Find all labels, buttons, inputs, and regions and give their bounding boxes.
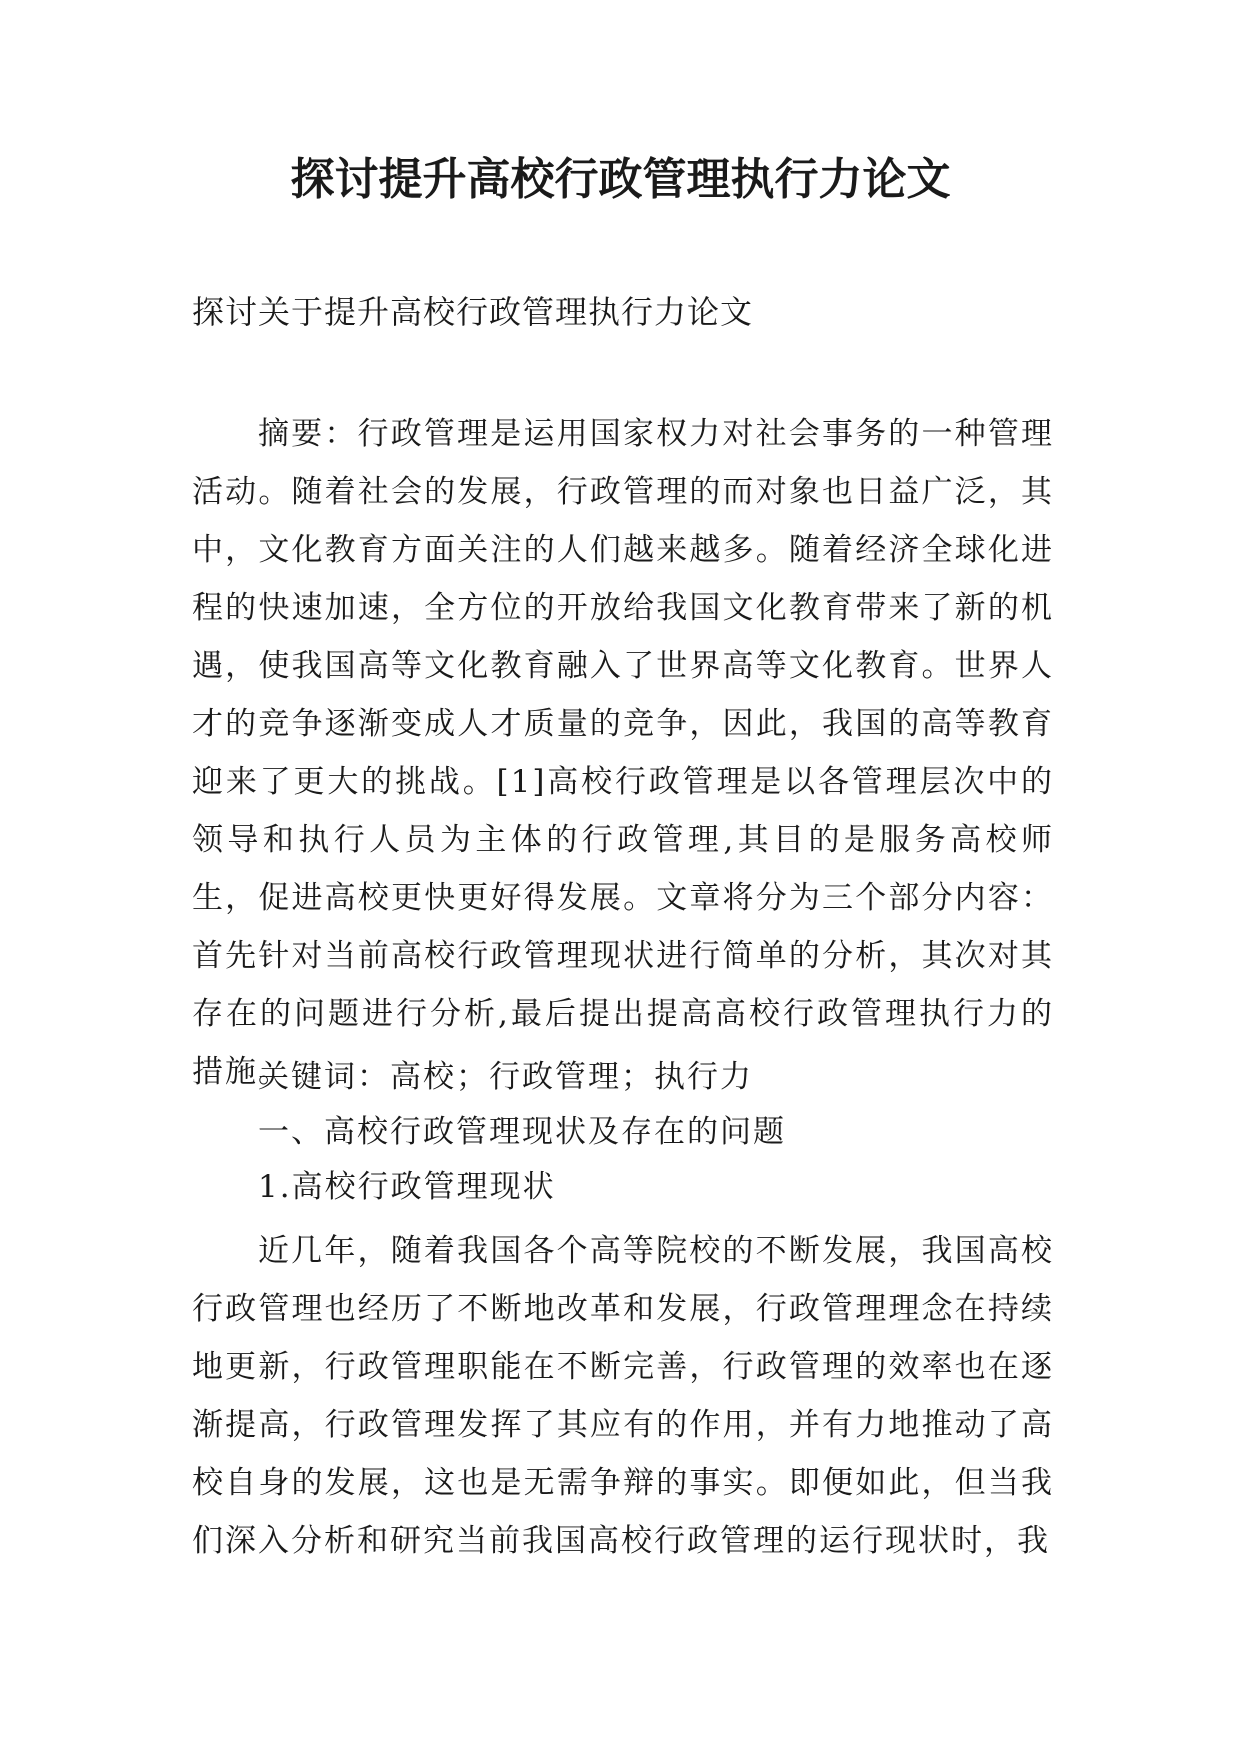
subsection-heading: 1.高校行政管理现状: [258, 1169, 556, 1205]
section-heading: 一、高校行政管理现状及存在的问题: [258, 1114, 786, 1150]
keywords-line: 关键词：高校；行政管理；执行力: [258, 1059, 753, 1095]
document-subtitle: 探讨关于提升高校行政管理执行力论文: [192, 293, 754, 331]
document-title: 探讨提升高校行政管理执行力论文: [290, 154, 951, 205]
body-paragraph: 近几年，随着我国各个高等院校的不断发展，我国高校行政管理也经历了不断地改革和发展，行政管理理念在持续地更新，行政管理职能在不断完善，行政管理的效率也在逐渐提高，行政管理发挥了其应有的作用，并有力地推动了高校自身的发展，这也是无需争辩的事实。即便如此，但当我们深入分析和研究当前我国高校行政管理的运行现状时，我: [192, 1233, 1054, 1559]
abstract-paragraph: 摘要：行政管理是运用国家权力对社会事务的一种管理活动。随着社会的发展，行政管理的而对象也日益广泛，其中，文化教育方面关注的人们越来越多。随着经济全球化进程的快速加速，全方位的开放给我国文化教育带来了新的机遇，使我国高等文化教育融入了世界高等文化教育。世界人才的竞争逐渐变成人才质量的竞争，因此，我国的高等教育迎来了更大的挑战。[1]高校行政管理是以各管理层次中的领导和执行人员为主体的行政管理,其目的是服务高校师生，促进高校更快更好得发展。文章将分为三个部分内容：首先针对当前高校行政管理现状进行简单的分析，其次对其存在的问题进行分析,最后提出提高高校行政管理执行力的措施。: [192, 416, 1054, 1090]
